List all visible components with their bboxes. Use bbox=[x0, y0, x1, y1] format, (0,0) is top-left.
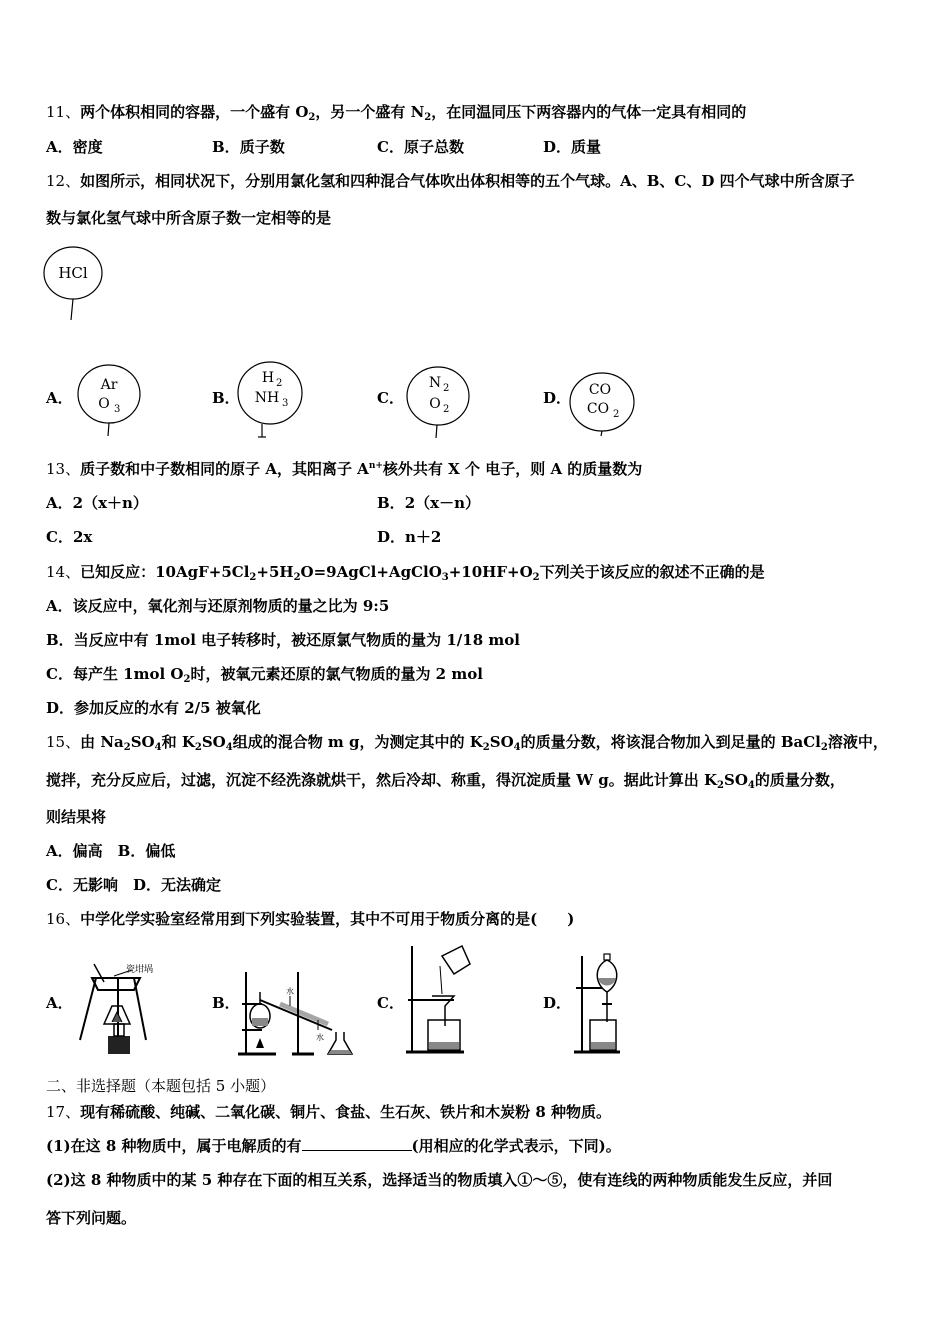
option-text: n＋2 bbox=[405, 528, 442, 546]
q12-option-c-label: C． bbox=[377, 389, 404, 407]
q14-stem bbox=[46, 562, 765, 582]
balloon-d-gas2: CO bbox=[586, 401, 610, 417]
q15-sub: 2 bbox=[123, 742, 131, 753]
q15-line3: 则结果将 bbox=[46, 808, 107, 826]
q16-text: 中学化学实验室经常用到下列实验装置，其中不可用于物质分离的是( ) bbox=[80, 910, 575, 928]
q11-stem-c: ，在同温同压下两容器内的气体一定具有相同的 bbox=[431, 103, 747, 121]
option-label: D． bbox=[543, 138, 572, 156]
balloon-b-gas2: NH bbox=[254, 390, 280, 406]
q14-eq: +10HF+O bbox=[448, 563, 533, 581]
q14-sub: 2 bbox=[249, 572, 257, 583]
q14-option-c-b: 时，被氧元素还原的氯气物质的量为 2 mol bbox=[190, 665, 483, 683]
q12-number: 12、 bbox=[46, 172, 81, 190]
q14-eq: O=9AgCl+AgClO bbox=[300, 563, 442, 581]
q14-option-b: B．当反应中有 1mol 电子转移时，被还原氯气物质的量为 1/18 mol bbox=[46, 631, 520, 649]
q14-sub: 3 bbox=[441, 572, 449, 583]
q15-sub: 2 bbox=[820, 742, 828, 753]
apparatus-crucible-heating bbox=[74, 962, 158, 1058]
balloon-b-gas1: H bbox=[261, 370, 275, 386]
balloon-a bbox=[76, 364, 146, 438]
q16-number: 16、 bbox=[46, 910, 81, 928]
q11-option-d bbox=[543, 137, 601, 157]
balloon-a-gas1: Ar bbox=[100, 377, 118, 393]
q17-part2-line2: 答下列问题。 bbox=[46, 1209, 137, 1227]
balloon-b bbox=[234, 360, 306, 440]
answer-blank[interactable] bbox=[302, 1136, 412, 1151]
q16-option-b-label: B． bbox=[212, 994, 240, 1012]
q15-sub: 4 bbox=[747, 780, 755, 791]
q13-option-d bbox=[377, 527, 441, 547]
q15-sub: 2 bbox=[194, 742, 202, 753]
q14-stem-b: 下列关于该反应的叙述不正确的是 bbox=[539, 563, 765, 581]
q15-text: SO bbox=[201, 733, 226, 751]
q15-text: SO bbox=[724, 771, 748, 789]
q15-text: 搅拌，充分反应后，过滤，沉淀不经洗涤就烘干，然后冷却、称重，得沉淀质量 W g。据此计算出 K bbox=[46, 771, 718, 789]
option-text: 质量 bbox=[571, 138, 602, 156]
option-text: 质子数 bbox=[239, 138, 285, 156]
balloon-c-gas1-sub: 2 bbox=[443, 383, 450, 394]
q13-option-c bbox=[46, 527, 92, 547]
option-text: 原子总数 bbox=[403, 138, 464, 156]
q12-option-b-label: B． bbox=[212, 389, 240, 407]
apparatus-distillation bbox=[236, 970, 360, 1060]
q15-options-ab: A．偏高 B．偏低 bbox=[46, 842, 176, 860]
q15-text: 的质量分数，将该混合物加入到足量的 BaCl bbox=[520, 733, 821, 751]
q14-sub: 2 bbox=[183, 674, 191, 685]
option-label: B． bbox=[377, 494, 405, 512]
q12-option-d-label: D． bbox=[543, 389, 572, 407]
q12-option-a-label: A． bbox=[46, 389, 73, 407]
q15-text: 由 Na bbox=[80, 733, 124, 751]
q17-part1 bbox=[46, 1136, 621, 1156]
option-text: 2（x－n） bbox=[404, 494, 480, 512]
section2-heading: 二、非选择题（本题包括 5 小题） bbox=[46, 1077, 276, 1095]
q15-text: SO bbox=[489, 733, 514, 751]
q14-eq: +5H bbox=[256, 563, 294, 581]
q14-option-c bbox=[46, 664, 483, 684]
q15-text: 溶液中， bbox=[827, 733, 888, 751]
q16-option-c-label: C． bbox=[377, 994, 404, 1012]
balloon-a-gas2: O bbox=[98, 396, 110, 412]
q15-sub: 4 bbox=[513, 742, 521, 753]
q11-stem bbox=[46, 102, 746, 122]
option-label: C． bbox=[377, 138, 404, 156]
option-label: D． bbox=[377, 528, 406, 546]
balloon-c-gas1: N bbox=[428, 375, 442, 391]
q11-number: 11、 bbox=[46, 103, 81, 121]
water-in-label: 水 bbox=[316, 1033, 324, 1042]
q15-sub: 2 bbox=[482, 742, 490, 753]
balloon-d bbox=[566, 370, 638, 438]
q13-option-a bbox=[46, 493, 148, 513]
q17-text: 现有稀硫酸、纯碱、二氧化碳、铜片、食盐、生石灰、铁片和木炭粉 8 种物质。 bbox=[80, 1103, 611, 1121]
q13-stem-b: 核外共有 X 个 电子，则 A 的质量数为 bbox=[382, 460, 643, 478]
apparatus-separatory-funnel bbox=[572, 952, 628, 1058]
q14-sub: 2 bbox=[532, 572, 540, 583]
q15-sub: 2 bbox=[717, 780, 725, 791]
q11-sub: 2 bbox=[308, 112, 316, 123]
q11-stem-a: 两个体积相同的容器，一个盛有 O bbox=[80, 103, 309, 121]
q13-option-b bbox=[377, 493, 480, 513]
option-label: C． bbox=[46, 528, 73, 546]
q15-line1 bbox=[46, 732, 888, 752]
hcl-balloon bbox=[42, 246, 108, 322]
water-out-label: 水 bbox=[286, 987, 294, 996]
q11-option-c bbox=[377, 137, 464, 157]
q11-option-b bbox=[212, 137, 285, 157]
q14-option-a: A．该反应中，氧化剂与还原剂物质的量之比为 9:5 bbox=[46, 597, 390, 615]
balloon-d-gas1: CO bbox=[588, 382, 612, 398]
q15-text: 和 K bbox=[161, 733, 195, 751]
q14-option-d: D．参加反应的水有 2/5 被氧化 bbox=[46, 699, 261, 717]
q11-sub: 2 bbox=[424, 112, 432, 123]
q16-option-a-label: A． bbox=[46, 994, 73, 1012]
balloon-c-gas2: O bbox=[429, 396, 441, 412]
q15-sub: 4 bbox=[154, 742, 162, 753]
q15-number: 15、 bbox=[46, 733, 81, 751]
balloon-c bbox=[404, 364, 472, 440]
q15-sub: 4 bbox=[225, 742, 233, 753]
balloon-b-gas1-sub: 2 bbox=[276, 378, 283, 389]
q14-number: 14、 bbox=[46, 563, 81, 581]
balloon-a-gas2-sub: 3 bbox=[114, 404, 121, 415]
q11-option-a bbox=[46, 137, 103, 157]
q15-text: 的质量分数， bbox=[754, 771, 845, 789]
q15-text: 组成的混合物 m g，为测定其中的 K bbox=[232, 733, 483, 751]
q12-text: 如图所示，相同状况下，分别用氯化氢和四种混合气体吹出体积相等的五个气球。A、B、C、D 四个气球中所含原子 bbox=[80, 172, 855, 190]
q17-stem bbox=[46, 1102, 611, 1122]
q17-part2-line1: (2)这 8 种物质中的某 5 种存在下面的相互关系，选择适当的物质填入①～⑤，使有连线的两种物质能发生反应，并回 bbox=[46, 1171, 833, 1189]
q12-stem-line2: 数与氯化氢气球中所含原子数一定相等的是 bbox=[46, 209, 332, 227]
q13-number: 13、 bbox=[46, 460, 81, 478]
balloon-d-gas2-sub: 2 bbox=[613, 409, 620, 420]
option-text: 2（x＋n） bbox=[72, 494, 148, 512]
apparatus-filtration bbox=[404, 944, 478, 1058]
q13-sup: n+ bbox=[368, 461, 383, 471]
q15-options-cd: C．无影响 D．无法确定 bbox=[46, 876, 221, 894]
q17-number: 17、 bbox=[46, 1103, 81, 1121]
q15-line2 bbox=[46, 770, 845, 790]
q16-stem bbox=[46, 909, 574, 929]
option-text: 密度 bbox=[72, 138, 103, 156]
option-text: 2x bbox=[72, 528, 93, 546]
q14-sub: 2 bbox=[293, 572, 301, 583]
option-label: B． bbox=[212, 138, 240, 156]
q15-text: SO bbox=[130, 733, 155, 751]
q14-eq: 10AgF+5Cl bbox=[155, 563, 250, 581]
hcl-label: HCl bbox=[58, 264, 88, 282]
option-label: A． bbox=[46, 138, 73, 156]
option-label: A． bbox=[46, 494, 73, 512]
q17-part1-b: (用相应的化学式表示，下同)。 bbox=[411, 1137, 621, 1155]
q14-stem-a: 已知反应： bbox=[80, 563, 156, 581]
q11-stem-b: ，另一个盛有 N bbox=[315, 103, 425, 121]
q16-option-d-label: D． bbox=[543, 994, 572, 1012]
balloon-b-gas2-sub: 3 bbox=[282, 398, 289, 409]
q14-option-c-a: C．每产生 1mol O bbox=[46, 665, 184, 683]
q17-part1-a: (1)在这 8 种物质中，属于电解质的有 bbox=[46, 1137, 302, 1155]
crucible-label: 瓷坩埚 bbox=[126, 965, 154, 975]
q12-stem-line1 bbox=[46, 171, 855, 191]
q13-stem bbox=[46, 459, 642, 479]
balloon-c-gas2-sub: 2 bbox=[443, 404, 450, 415]
q13-stem-a: 质子数和中子数相同的原子 A，其阳离子 A bbox=[80, 460, 369, 478]
